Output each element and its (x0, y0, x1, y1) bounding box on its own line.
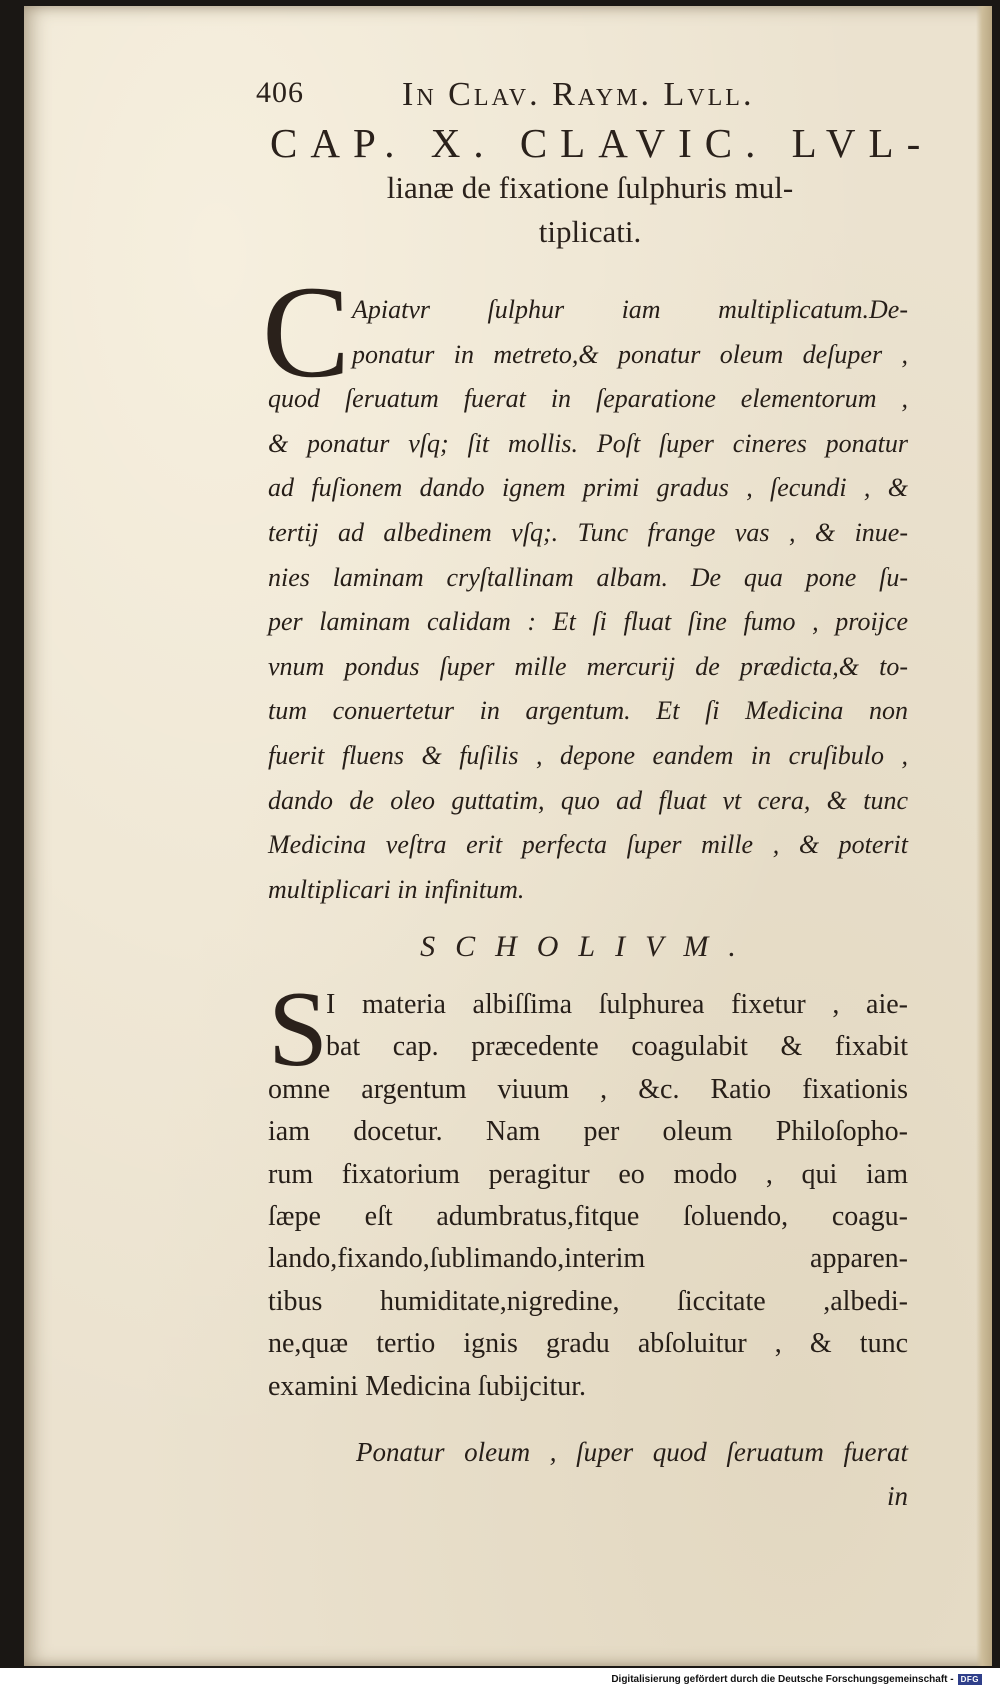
text-line: multiplicari in infinitum. (268, 874, 525, 904)
gloss-line: Ponatur oleum , ſuper quod ſeruatum fuerat (356, 1437, 908, 1467)
page-edge (976, 6, 992, 1666)
chapter-title-line-2: lianæ de fixatione ſulphuris mul- (386, 170, 794, 205)
credit-text: Digitalisierung gefördert durch die Deutsche Forschungsgemeinschaft - (611, 1674, 954, 1685)
text-line: examini Medicina ſubijcitur. (268, 1370, 587, 1402)
text-line: ad fuſionem dando ignem primi gradus , ſecundi , & (268, 473, 908, 503)
running-head (256, 72, 866, 118)
scholium-gloss (268, 1430, 908, 1518)
text-line: vnum pondus ſuper mille mercurij de prædicta,& to- (268, 651, 908, 681)
text-line: Medicina veſtra erit perfecta ſuper mille , & poterit (268, 830, 908, 860)
text-line: nies laminam cryſtallinam albam. De qua pone ſu- (268, 562, 908, 592)
text-line: rum fixatorium peragitur eo modo , qui iam (268, 1158, 908, 1190)
scholium-heading: SCHOLIVM. (420, 930, 756, 963)
main-text (268, 288, 908, 912)
text-line: ponatur in metreto,& ponatur oleum deſuper , (352, 339, 908, 369)
text-line: & ponatur vſq; ſit mollis. Poſt ſuper cineres ponatur (268, 428, 908, 458)
text-line: bat cap. præcedente coagulabit & fixabit (326, 1031, 908, 1063)
text-line: tum conuertetur in argentum. Et ſi Medicina non (268, 696, 908, 726)
text-line: iam docetur. Nam per oleum Philoſopho- (268, 1116, 908, 1148)
text-line: tertij ad albedinem vſq;. Tunc frange vas , & inue- (268, 517, 908, 547)
catchword: in (886, 1481, 908, 1511)
dfg-logo: DFG (958, 1674, 982, 1685)
text-line: fuerit fluens & fuſilis , depone eandem in cruſibulo , (268, 740, 908, 770)
chapter-title-line-3: tiplicati. (538, 214, 642, 249)
text-line: tibus humiditate,nigredine, ſiccitate ,albedi- (268, 1285, 908, 1317)
text-line: ſæpe eſt adumbratus,fitque ſoluendo, coagu- (268, 1201, 908, 1233)
text-line: per laminam calidam : Et ſi fluat ſine fumo , proijce (268, 607, 908, 637)
text-line: quod ſeruatum fuerat in ſeparatione elementorum , (268, 384, 908, 414)
chapter-title-line-1: CAP. X. CLAVIC. LVL- (270, 120, 934, 166)
scholium-text (268, 984, 908, 1408)
drop-cap-c: C (262, 258, 351, 405)
running-head-text: In Clav. Raym. Lvll. (402, 76, 755, 113)
digitization-credit (611, 1674, 982, 1685)
text-line: lando,fixando,ſublimando,interim apparen- (268, 1243, 908, 1275)
text-line: ne,quæ tertio ignis gradu abſoluitur , & tunc (268, 1328, 908, 1360)
text-line: dando de oleo guttatim, quo ad fluat vt cera, & tunc (268, 785, 908, 815)
drop-cap-s: S (268, 970, 329, 1089)
page-number: 406 (256, 76, 304, 109)
chapter-title (270, 120, 934, 254)
text-line: I materia albiſſima ſulphurea fixetur , aie- (326, 989, 908, 1020)
text-line: Apiatvr ſulphur iam multiplicatum.De- (352, 295, 908, 324)
text-line: omne argentum viuum , &c. Ratio fixationis (268, 1073, 908, 1105)
